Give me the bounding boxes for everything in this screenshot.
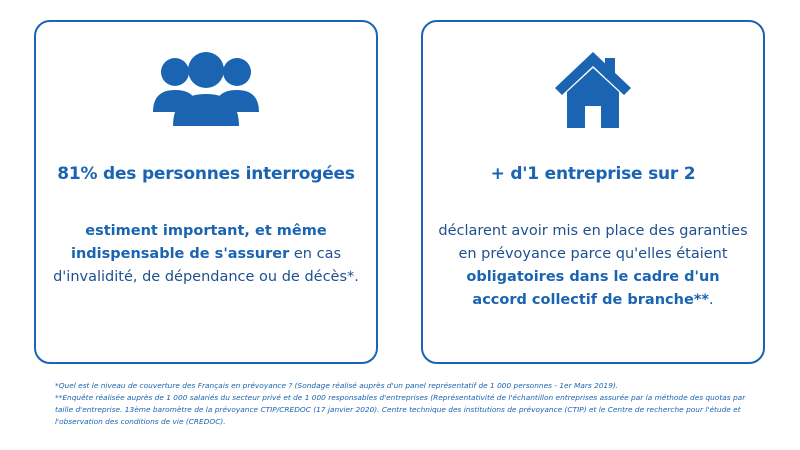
people-group-icon	[36, 50, 376, 126]
card-body-emphasis: estiment important, et même indispensable de s'assurer	[70, 223, 327, 262]
card-body-text	[437, 220, 749, 312]
card-survey-companies	[421, 20, 765, 364]
card-body-post: .	[708, 292, 714, 308]
footnotes	[55, 380, 755, 428]
card-body-emphasis: obligatoires dans le cadre d'un accord collectif de branche**	[466, 269, 720, 308]
card-headline: + d'1 entreprise sur 2	[490, 164, 696, 184]
card-body-pre: déclarent avoir mis en place des garanties en prévoyance parce qu'elles étaient	[438, 223, 748, 262]
card-body-text	[50, 220, 362, 289]
card-body-rest: en cas d'invalidité, de dépendance ou de décès*.	[53, 246, 359, 285]
card-headline: 81% des personnes interrogées	[57, 164, 355, 184]
footnote-2: **Enquête réalisée auprès de 1 000 salariés du secteur privé et de 1 000 responsables d'entreprises (Représentativité de l'échantillon entreprises assurée par la méthode des quotas par taille d'entreprise. 13ème baromètre de la prévoyance CTIP/CREDOC (17 janvier 2020). Centre technique des institutions de prévoyance (CTIP) et le Centre de recherche pour l'étude et l'observation des conditions de vie (CREDOC).	[55, 393, 746, 426]
house-icon	[423, 50, 763, 126]
card-survey-individuals	[34, 20, 378, 364]
footnote-1: *Quel est le niveau de couverture des Français en prévoyance ? (Sondage réalisé auprès d'un panel représentatif de 1 000 personnes - 1er Mars 2019).	[55, 381, 619, 390]
